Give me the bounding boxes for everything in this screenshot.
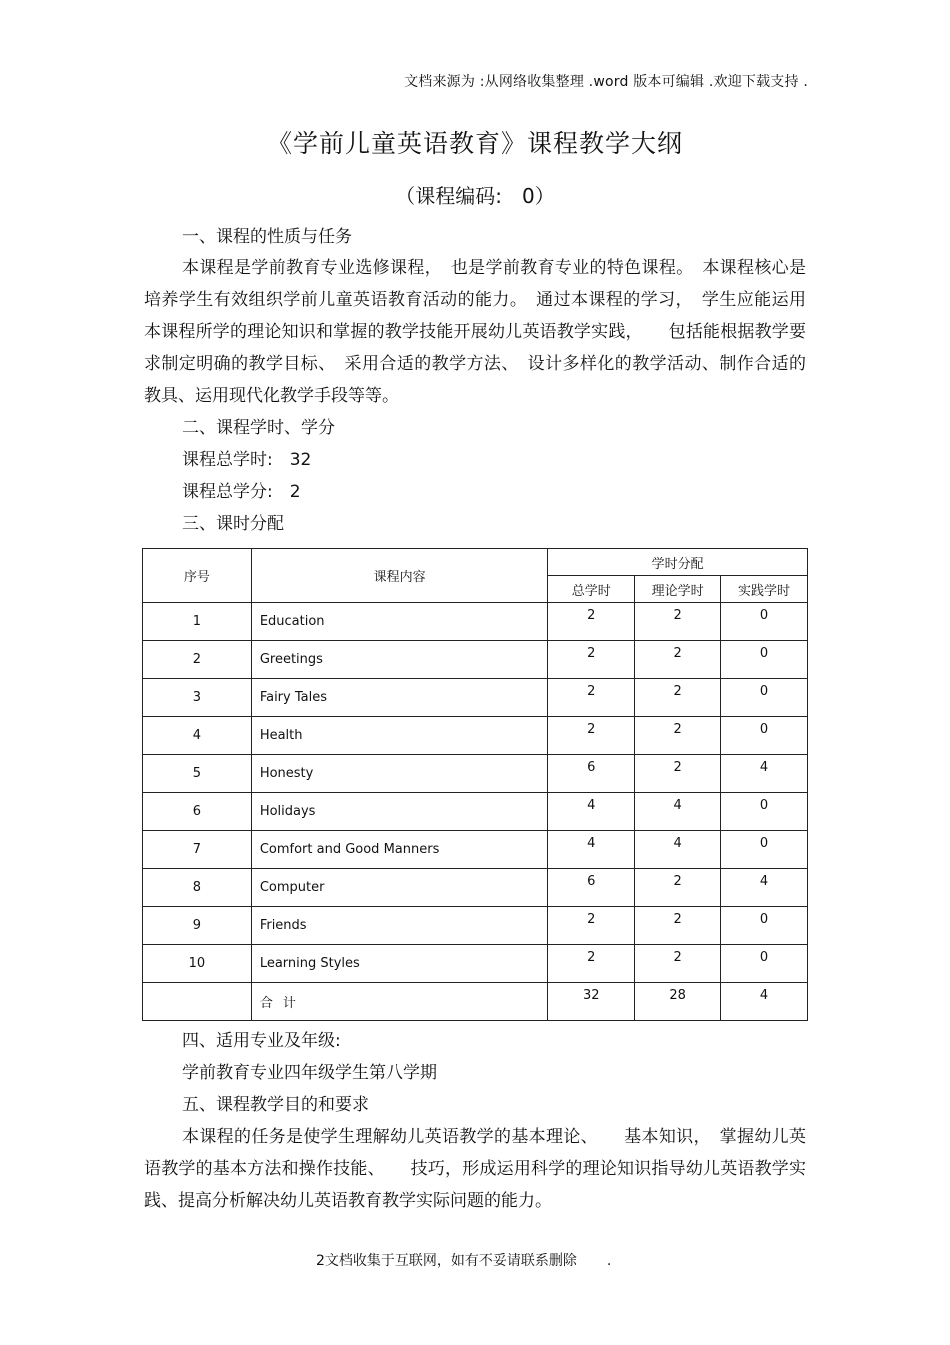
row-content: Health [251, 717, 548, 755]
section-4-body: 学前教育专业四年级学生第八学期 [182, 1063, 437, 1083]
row-total-hours: 2 [548, 641, 635, 679]
row-content: Honesty [251, 755, 548, 793]
header-index: 序号 [143, 549, 252, 603]
row-theory-hours: 2 [635, 641, 721, 679]
section-4-heading: 四、适用专业及年级: [182, 1031, 341, 1051]
header-theory-hours: 理论学时 [635, 576, 721, 603]
course-code: （课程编码: 0） [395, 184, 555, 208]
row-index: 3 [143, 679, 252, 717]
section-3-heading: 三、课时分配 [182, 514, 284, 534]
footer-note [316, 1250, 611, 1270]
table-row [143, 679, 808, 717]
row-practice-hours: 0 [721, 679, 808, 717]
row-index: 5 [143, 755, 252, 793]
total-row-index [143, 983, 252, 1021]
footer-text: 2文档收集于互联网，如有不妥请联系删除 [316, 1253, 577, 1269]
table-row [143, 869, 808, 907]
row-index: 4 [143, 717, 252, 755]
row-content: Learning Styles [251, 945, 548, 983]
hours-allocation-table [142, 548, 808, 1021]
header-hours-group: 学时分配 [548, 549, 808, 576]
row-practice-hours: 4 [721, 755, 808, 793]
row-practice-hours: 0 [721, 603, 808, 641]
table-row [143, 793, 808, 831]
row-total-hours: 2 [548, 907, 635, 945]
row-theory-hours: 2 [635, 945, 721, 983]
row-total-hours: 4 [548, 793, 635, 831]
row-total-hours: 6 [548, 869, 635, 907]
total-row-theory: 28 [635, 983, 721, 1021]
table-row [143, 945, 808, 983]
section-2-heading: 二、课程学时、学分 [182, 418, 335, 438]
total-credits: 课程总学分: 2 [182, 482, 301, 502]
table-total-row [143, 983, 808, 1021]
row-content: Greetings [251, 641, 548, 679]
table-header-row [143, 549, 808, 576]
row-theory-hours: 2 [635, 603, 721, 641]
header-note: 文档来源为 :从网络收集整理 .word 版本可编辑 .欢迎下载支持 . [404, 74, 808, 90]
row-theory-hours: 2 [635, 679, 721, 717]
row-practice-hours: 0 [721, 641, 808, 679]
row-content: Comfort and Good Manners [251, 831, 548, 869]
row-content: Computer [251, 869, 548, 907]
header-practice-hours: 实践学时 [721, 576, 808, 603]
section-1-heading: 一、课程的性质与任务 [182, 227, 352, 247]
row-index: 6 [143, 793, 252, 831]
footer-dot: . [606, 1253, 612, 1269]
header-content: 课程内容 [251, 549, 548, 603]
row-theory-hours: 2 [635, 717, 721, 755]
table-row [143, 603, 808, 641]
row-content: Fairy Tales [251, 679, 548, 717]
row-total-hours: 2 [548, 945, 635, 983]
row-theory-hours: 2 [635, 869, 721, 907]
total-hours: 课程总学时: 32 [182, 450, 312, 470]
row-index: 2 [143, 641, 252, 679]
row-theory-hours: 2 [635, 755, 721, 793]
total-row-practice: 4 [721, 983, 808, 1021]
row-theory-hours: 2 [635, 907, 721, 945]
table-row [143, 717, 808, 755]
row-practice-hours: 0 [721, 907, 808, 945]
table-row [143, 831, 808, 869]
row-content: Holidays [251, 793, 548, 831]
row-practice-hours: 0 [721, 793, 808, 831]
total-row-label: 合计 [251, 983, 548, 1021]
row-total-hours: 2 [548, 679, 635, 717]
row-total-hours: 2 [548, 717, 635, 755]
row-index: 1 [143, 603, 252, 641]
row-practice-hours: 0 [721, 717, 808, 755]
header-total-hours: 总学时 [548, 576, 635, 603]
row-content: Education [251, 603, 548, 641]
section-1-body: 本课程是学前教育专业选修课程， 也是学前教育专业的特色课程。 本课程核心是培养学生有效组织学前儿童英语教育活动的能力。 通过本课程的学习， 学生应能运用本课程所学的理论知识和掌握的教学技能开展幼儿英语教学实践， 包括能根据教学要求制定明确的教学目标、 采用合适的教学方法、 设计多样化的教学活动、制作合适的教具、运用现代化教学手段等等。 [144, 258, 806, 406]
row-index: 8 [143, 869, 252, 907]
table-row [143, 641, 808, 679]
row-index: 9 [143, 907, 252, 945]
row-index: 7 [143, 831, 252, 869]
total-row-total: 32 [548, 983, 635, 1021]
section-5-body: 本课程的任务是使学生理解幼儿英语教学的基本理论、 基本知识， 掌握幼儿英语教学的基本方法和操作技能、 技巧，形成运用科学的理论知识指导幼儿英语教学实践、提高分析解决幼儿英语教育教学实际问题的能力。 [144, 1127, 806, 1211]
table-row [143, 907, 808, 945]
row-content: Friends [251, 907, 548, 945]
section-5-heading: 五、课程教学目的和要求 [182, 1095, 369, 1115]
row-total-hours: 4 [548, 831, 635, 869]
row-practice-hours: 0 [721, 831, 808, 869]
row-total-hours: 2 [548, 603, 635, 641]
table-row [143, 755, 808, 793]
row-practice-hours: 4 [721, 869, 808, 907]
document-title: 《学前儿童英语教育》课程教学大纲 [266, 129, 683, 158]
row-theory-hours: 4 [635, 793, 721, 831]
row-practice-hours: 0 [721, 945, 808, 983]
row-index: 10 [143, 945, 252, 983]
row-theory-hours: 4 [635, 831, 721, 869]
row-total-hours: 6 [548, 755, 635, 793]
